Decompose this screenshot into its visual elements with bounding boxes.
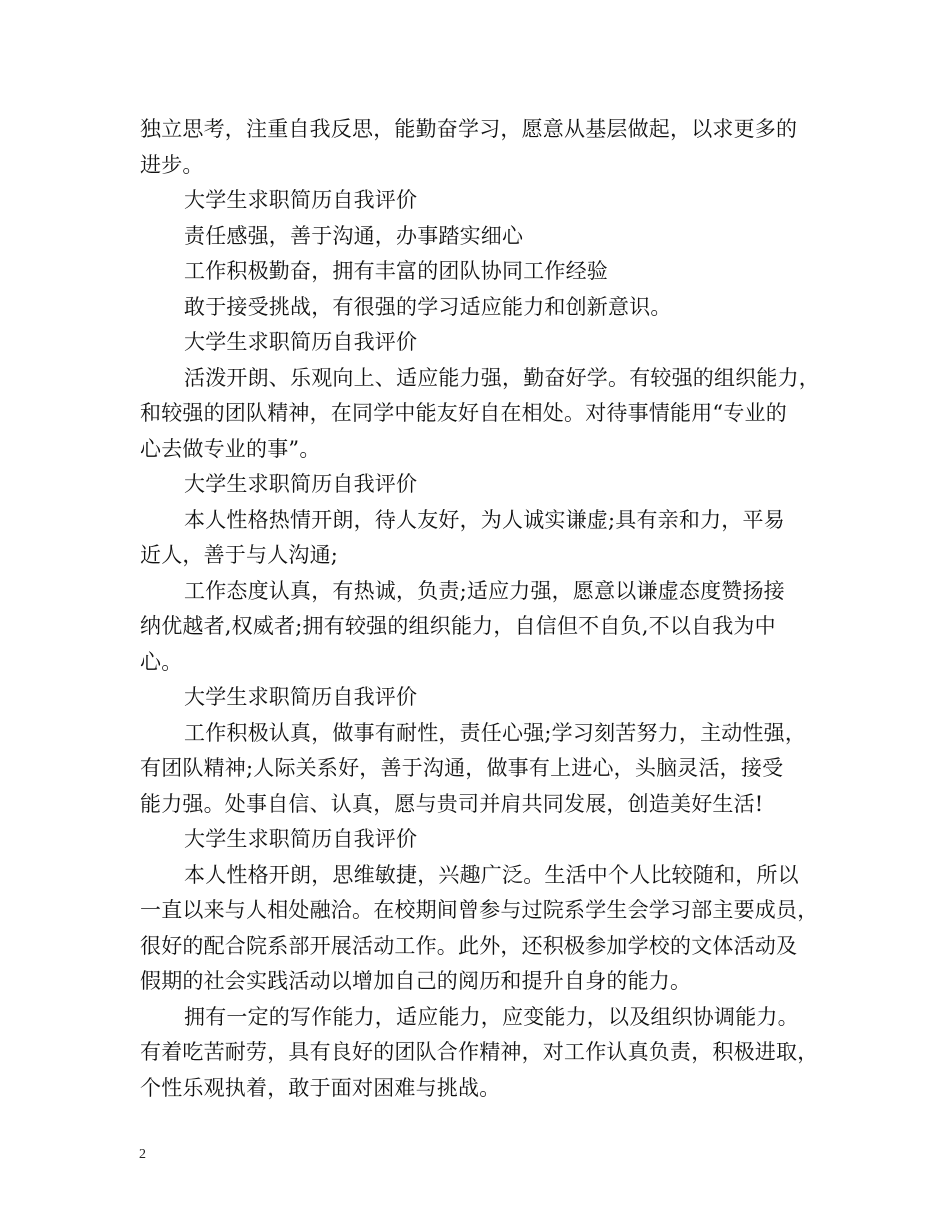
text-line: 近人，善于与人沟通;: [140, 543, 339, 567]
text-line: 纳优越者,权威者;拥有较强的组织能力，自信但不自负,不以自我为中: [140, 614, 776, 638]
text-line: 一直以来与人相处融洽。在校期间曾参与过院系学生会学习部主要成员，: [140, 898, 819, 922]
document-body: [140, 112, 830, 1106]
text-line: 工作积极勤奋，拥有丰富的团队协同工作经验: [184, 259, 608, 283]
section-heading: 大学生求职简历自我评价: [184, 188, 418, 212]
text-line: 有团队精神;人际关系好，善于沟通，做事有上进心，头脑灵活，接受: [140, 756, 784, 780]
text-line: 独立思考，注重自我反思，能勤奋学习，愿意从基层做起，以求更多的: [140, 117, 798, 141]
text-line: 责任感强，善于沟通，办事踏实细心: [184, 223, 524, 248]
section-heading: 大学生求职简历自我评价: [184, 685, 418, 709]
text-line: 和较强的团队精神，在同学中能友好自在相处。对待事情能用“专业的: [140, 401, 787, 425]
text-line: 心去做专业的事”。: [140, 436, 321, 461]
text-line: 心。: [140, 649, 183, 674]
text-line: 敢于接受挑战，有很强的学习适应能力和创新意识。: [184, 294, 672, 319]
text-line: 很好的配合院系部开展活动工作。此外，还积极参加学校的文体活动及: [140, 933, 798, 958]
section-heading: 大学生求职简历自我评价: [184, 827, 418, 851]
text-line: 能力强。处事自信、认真，愿与贵司并肩共同发展，创造美好生活!: [140, 791, 764, 816]
text-line: 拥有一定的写作能力，适应能力，应变能力，以及组织协调能力。: [184, 1004, 799, 1029]
text-line: 假期的社会实践活动以增加自己的阅历和提升自身的能力。: [140, 969, 692, 993]
text-line: 进步。: [140, 152, 204, 177]
section-heading: 大学生求职简历自我评价: [184, 330, 418, 354]
text-line: 活泼开朗、乐观向上、适应能力强，勤奋好学。有较强的组织能力，: [184, 365, 820, 390]
page-number: 2: [139, 1147, 146, 1162]
section-heading: 大学生求职简历自我评价: [184, 472, 418, 496]
text-line: 本人性格开朗，思维敏捷，兴趣广泛。生活中个人比较随和，所以: [184, 862, 799, 887]
text-line: 有着吃苦耐劳，具有良好的团队合作精神，对工作认真负责，积极进取，: [140, 1040, 819, 1064]
text-line: 个性乐观执着，敢于面对困难与挑战。: [140, 1075, 501, 1100]
text-line: 工作积极认真，做事有耐性，责任心强;学习刻苦努力，主动性强，: [184, 720, 807, 745]
text-line: 本人性格热情开朗，待人友好，为人诚实谦虚;具有亲和力，平易: [184, 507, 785, 532]
text-line: 工作态度认真，有热诚，负责;适应力强，愿意以谦虚态度赞扬接: [184, 578, 785, 603]
